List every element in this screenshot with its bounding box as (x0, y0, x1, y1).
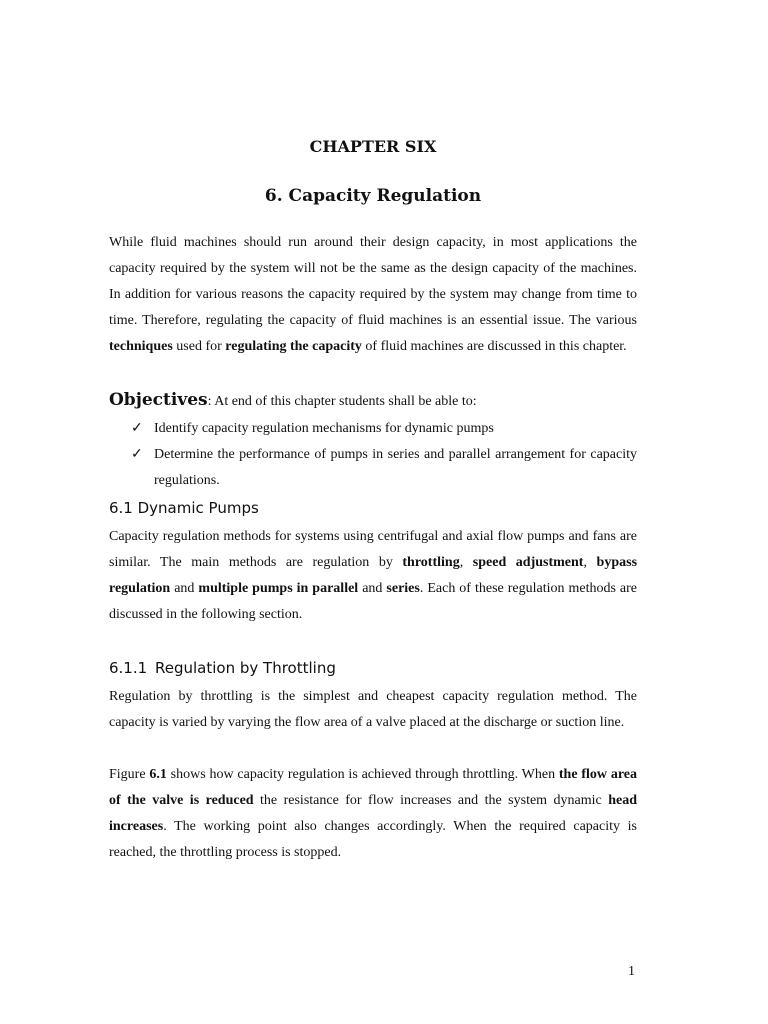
chapter-heading: CHAPTER SIX (309, 137, 437, 156)
list-item (109, 442, 637, 494)
objective-text: Determine the performance of pumps in series and parallel arrangement for capacity regulations. (154, 447, 637, 488)
bold-run: series (386, 581, 420, 596)
intro-bold-regulating: regulating the capacity (225, 339, 362, 354)
section-title: 6. Capacity Regulation (264, 186, 482, 206)
intro-text-2: used for (172, 339, 226, 354)
intro-text-3: of fluid machines are discussed in this chapter. (361, 339, 627, 354)
text-run: . The working point also changes accordingly. When the required capacity is reached, the throttling process is stopped. (109, 819, 637, 860)
check-icon: ✓ (131, 421, 143, 436)
text-run: the resistance for flow increases and the system dynamic (253, 793, 609, 808)
section-heading-title: Regulation by Throttling (155, 659, 336, 677)
section-6-1-1-heading (109, 659, 336, 677)
intro-text-1: While fluid machines should run around their design capacity, in most applications the capacity required by the system will not be the same as the design capacity of the machines. In addition for various reasons the capacity required by the system may change from time to time. Therefore, regulating the capacity of fluid machines is an essential issue. The various (109, 235, 637, 328)
objectives-line (109, 390, 477, 410)
bold-run: head increases (109, 793, 637, 834)
list-item (109, 416, 637, 442)
throttling-paragraph-1: Regulation by throttling is the simplest and cheapest capacity regulation method. The capacity is varied by varying the flow area of a valve placed at the discharge or suction line. (109, 689, 637, 730)
intro-bold-techniques: techniques (109, 339, 173, 354)
text-run: and (358, 581, 387, 596)
intro-paragraph (109, 230, 637, 360)
bold-run: bypass regulation (109, 555, 638, 596)
section-6-1-heading: 6.1 Dynamic Pumps (109, 499, 259, 517)
section-number: 6.1.1 (109, 659, 148, 677)
page-number: 1 (628, 964, 635, 979)
bold-run: speed adjustment (472, 555, 584, 570)
text-run: , (459, 555, 473, 570)
text-run: and (170, 581, 199, 596)
text-run: shows how capacity regulation is achieved through throttling. When (166, 767, 559, 782)
check-icon: ✓ (131, 447, 143, 462)
bold-run: 6.1 (149, 767, 167, 782)
objective-text: Identify capacity regulation mechanisms for dynamic pumps (154, 421, 494, 436)
text-run: Capacity regulation methods for systems using centrifugal and axial flow pumps and fans are similar. The main methods are regulation by (109, 529, 637, 570)
text-run: Figure (109, 767, 150, 782)
bold-run: throttling (402, 555, 460, 570)
objectives-lead: : At end of this chapter students shall be able to: (207, 394, 477, 409)
objectives-list (109, 416, 637, 494)
throttling-paragraph-2 (109, 762, 637, 866)
text-run: , (583, 555, 597, 570)
dynamic-pumps-paragraph (109, 524, 637, 628)
bold-run: multiple pumps in parallel (198, 581, 359, 596)
bold-run: the flow area of the valve is reduced (109, 767, 638, 808)
objectives-label: Objectives (109, 390, 208, 410)
text-run: . Each of these regulation methods are discussed in the following section. (109, 581, 637, 622)
